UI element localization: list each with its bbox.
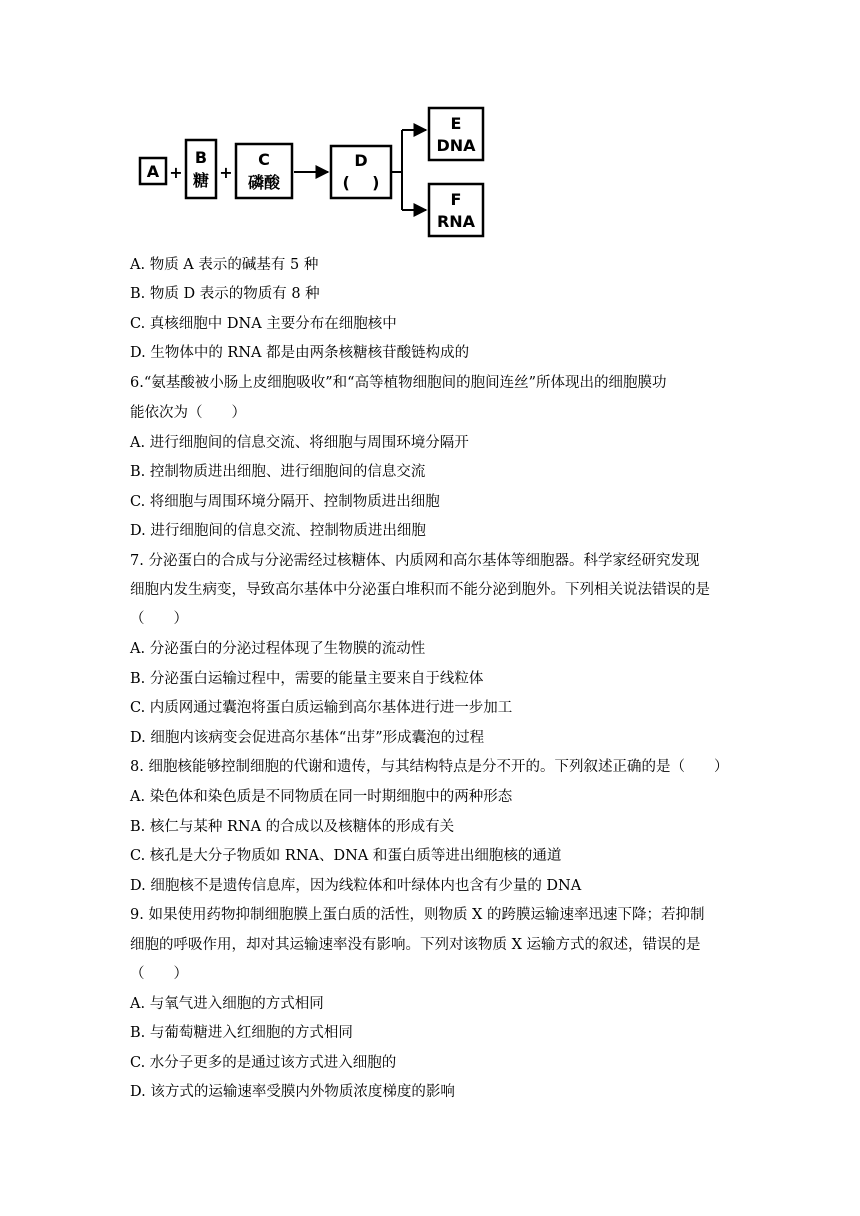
box-e-dna: DNA [436,136,476,155]
box-e-label: E [450,114,462,133]
q6-option-c: C. 将细胞与周围环境分隔开、控制物质进出细胞 [130,494,440,510]
q9-stem-line2: 细胞的呼吸作用，却对其运输速率没有影响。下列对该物质 X 运输方式的叙述，错误的是 [130,937,701,953]
q6-option-b: B. 控制物质进出细胞、进行细胞间的信息交流 [130,464,426,480]
q6-stem-line2: 能依次为（ ） [130,405,246,421]
q8-option-c: C. 核孔是大分子物质如 RNA、DNA 和蛋白质等进出细胞核的通道 [130,848,562,864]
q9-stem-line1: 9. 如果使用药物抑制细胞膜上蛋白质的活性，则物质 X 的跨膜运输速率迅速下降；若抑制 [130,907,705,923]
box-b-sugar: 糖 [192,171,210,190]
q9-option-a: A. 与氧气进入细胞的方式相同 [130,996,324,1012]
q8-stem-line1: 8. 细胞核能够控制细胞的代谢和遗传，与其结构特点是分不开的。下列叙述正确的是（ ） [130,759,729,775]
q8-option-d: D. 细胞核不是遗传信息库，因为线粒体和叶绿体内也含有少量的 DNA [130,878,582,894]
q9-stem-line3: （ ） [130,966,188,982]
q7-stem-line3: （ ） [130,611,188,627]
box-a-label: A [146,162,160,181]
q9-option-c: C. 水分子更多的是通过该方式进入细胞的 [130,1055,397,1071]
q7-stem-line1: 7. 分泌蛋白的合成与分泌需经过核糖体、内质网和高尔基体等细胞器。科学家经研究发现 [130,553,700,569]
q5-option-b: B. 物质 D 表示的物质有 8 种 [130,286,320,302]
box-f-label: F [450,190,462,209]
q5-option-c: C. 真核细胞中 DNA 主要分布在细胞核中 [130,316,397,332]
q6-option-a: A. 进行细胞间的信息交流、将细胞与周围环境分隔开 [130,435,469,451]
q7-stem-line2: 细胞内发生病变，导致高尔基体中分泌蛋白堆积而不能分泌到胞外。下列相关说法错误的是 [130,582,710,598]
box-d-blank: ( ) [342,173,380,192]
q7-option-b: B. 分泌蛋白运输过程中，需要的能量主要来自于线粒体 [130,671,484,687]
q8-option-b: B. 核仁与某种 RNA 的合成以及核糖体的形成有关 [130,819,455,835]
plus-sign: + [219,163,233,182]
box-c-label: C [258,150,270,169]
box-c-phosphate: 磷酸 [247,173,281,192]
box-b-label: B [194,148,208,167]
q5-option-a: A. 物质 A 表示的碱基有 5 种 [130,257,319,273]
q7-option-d: D. 细胞内该病变会促进高尔基体“出芽”形成囊泡的过程 [130,730,485,746]
q6-option-d: D. 进行细胞间的信息交流、控制物质进出细胞 [130,523,426,539]
nucleic-acid-diagram [130,100,510,250]
q7-option-a: A. 分泌蛋白的分泌过程体现了生物膜的流动性 [130,641,426,657]
q7-option-c: C. 内质网通过囊泡将蛋白质运输到高尔基体进行进一步加工 [130,700,513,716]
q8-option-a: A. 染色体和染色质是不同物质在同一时期细胞中的两种形态 [130,789,513,805]
q5-option-d: D. 生物体中的 RNA 都是由两条核糖核苷酸链构成的 [130,345,470,361]
plus-sign: + [169,163,183,182]
q9-option-b: B. 与葡萄糖进入红细胞的方式相同 [130,1025,353,1041]
box-f-rna: RNA [436,212,476,231]
q9-option-d: D. 该方式的运输速率受膜内外物质浓度梯度的影响 [130,1084,455,1100]
box-d-label: D [354,151,368,170]
q6-stem-line1: 6.“氨基酸被小肠上皮细胞吸收”和“高等植物细胞间的胞间连丝”所体现出的细胞膜功 [130,375,667,391]
